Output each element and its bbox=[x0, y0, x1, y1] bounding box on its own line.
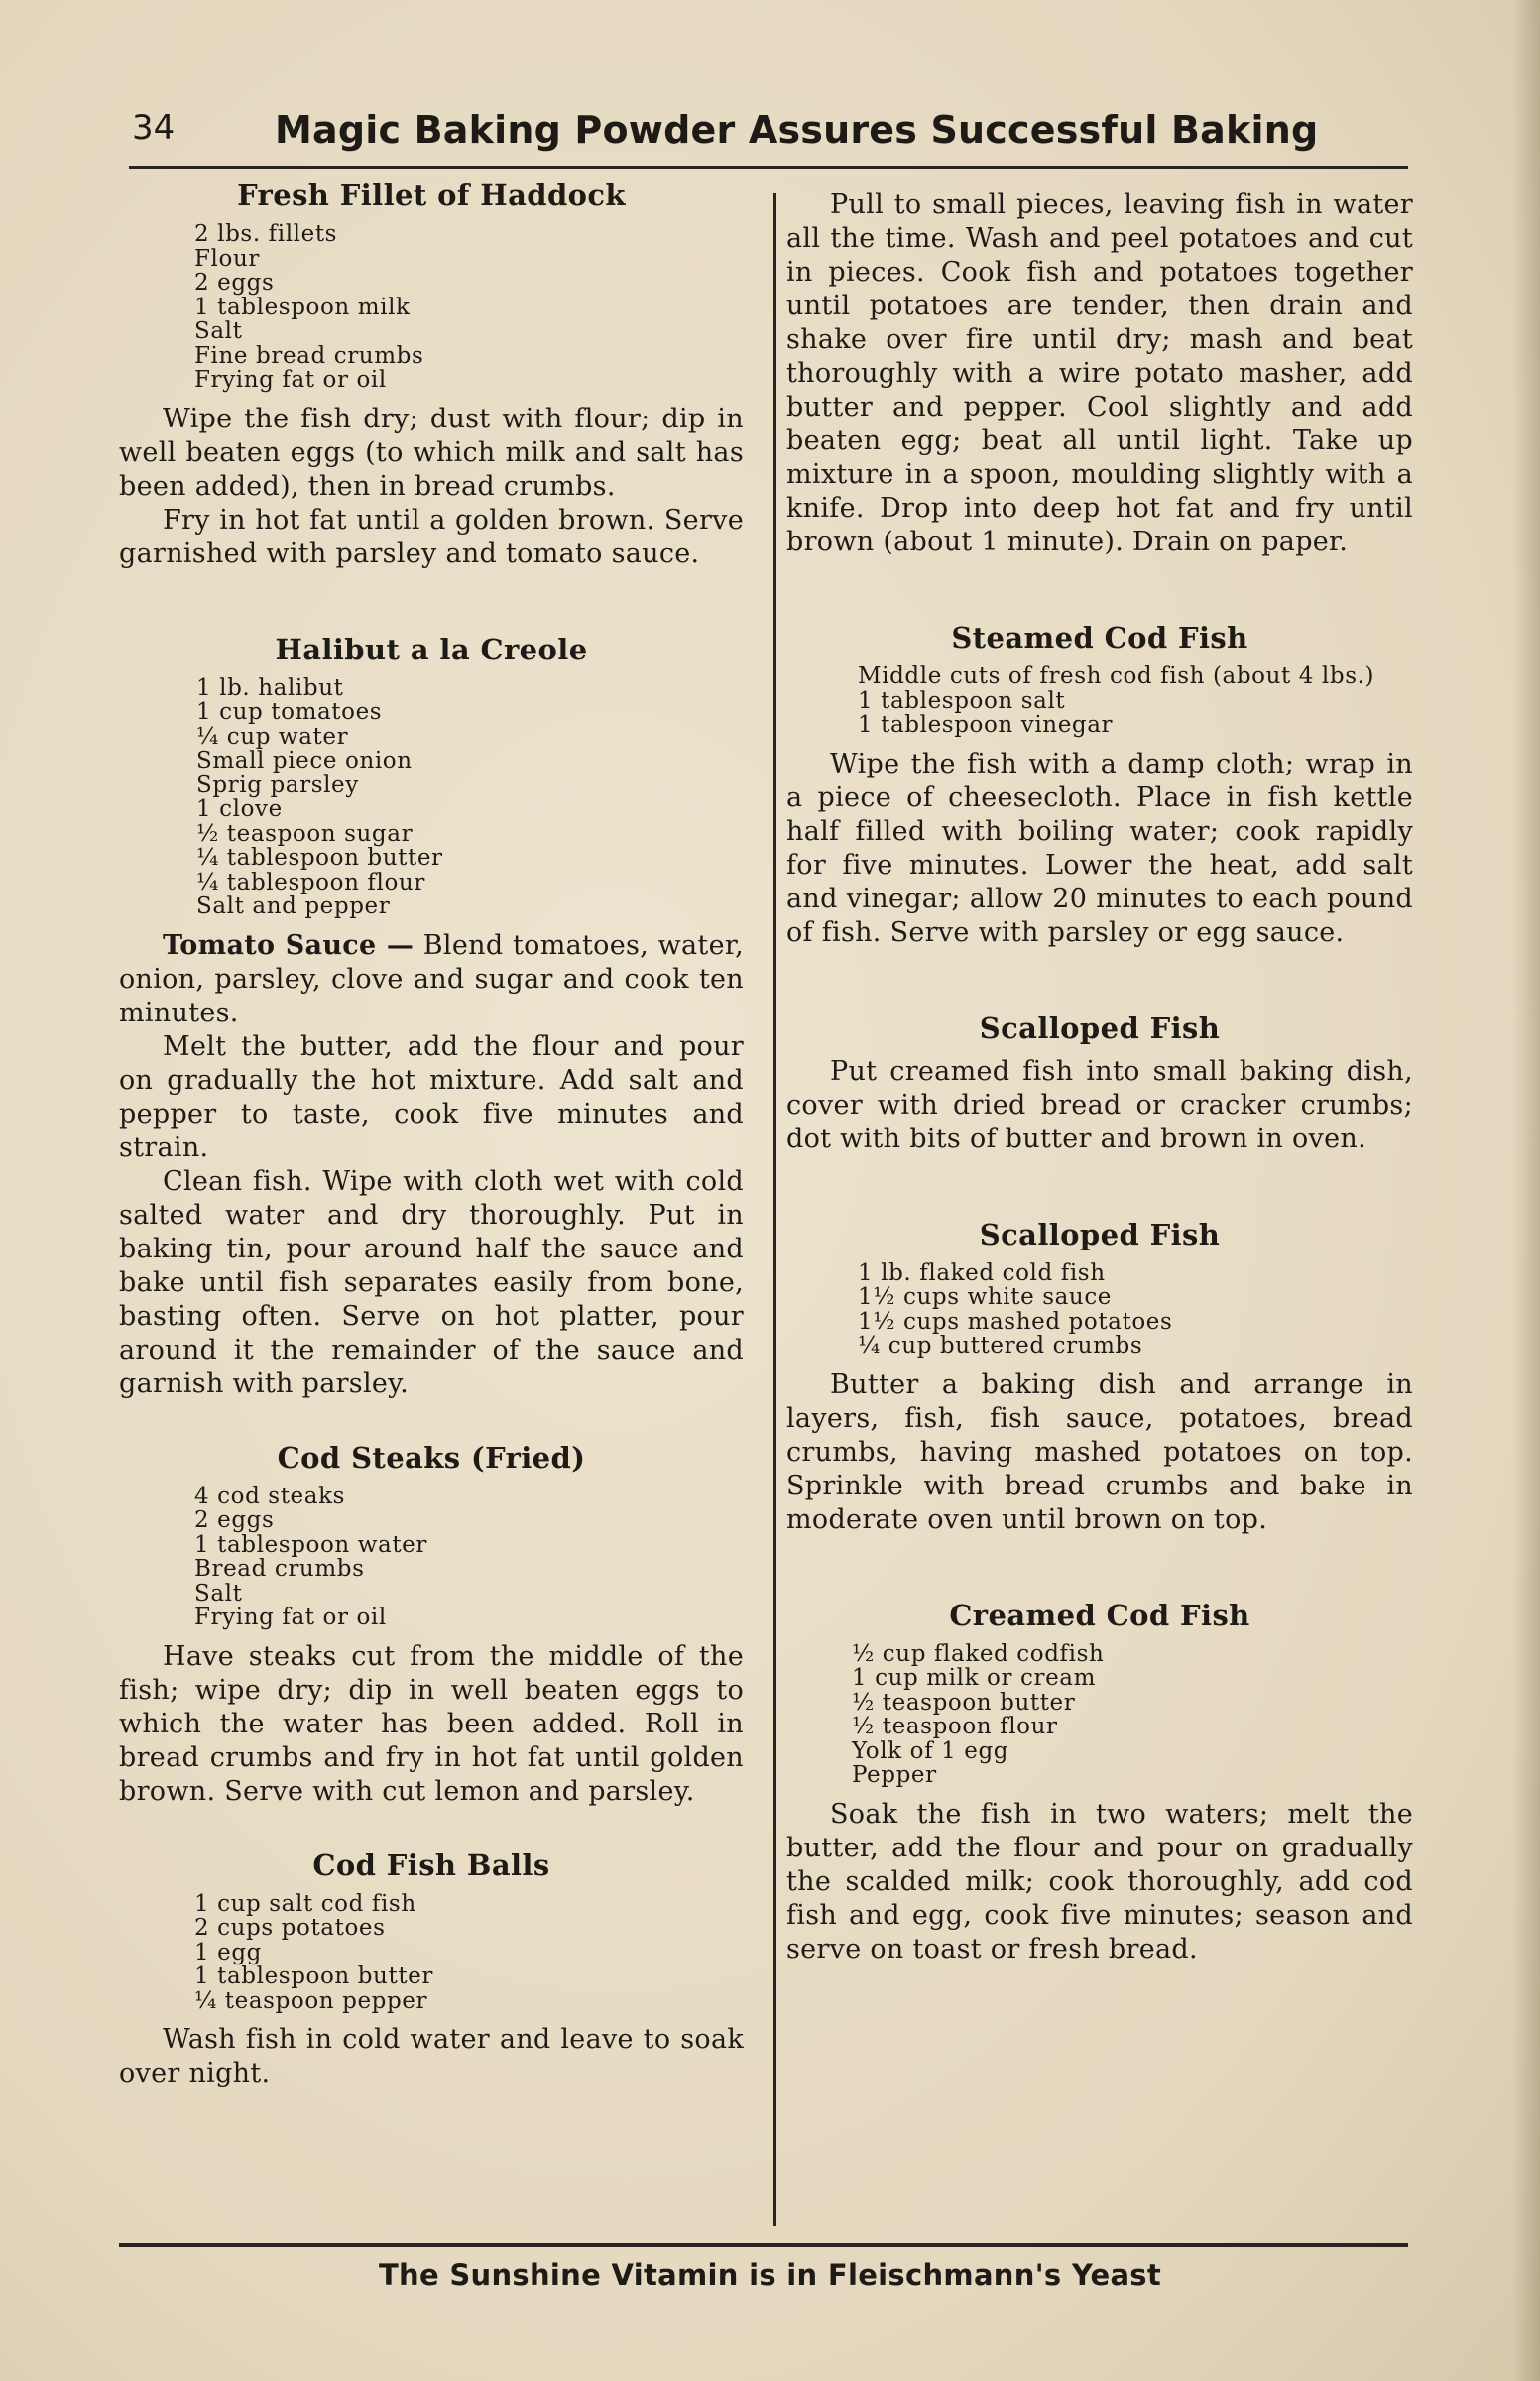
ingredient: Flour bbox=[194, 245, 260, 272]
ingredient: 4 cod steaks bbox=[194, 1483, 346, 1509]
recipe-title: Fresh Fillet of Haddock bbox=[237, 179, 626, 212]
footer-rule bbox=[119, 2243, 1408, 2247]
ingredient: 1 tablespoon water bbox=[194, 1531, 427, 1558]
recipe-creamed-cod-fish bbox=[786, 1599, 1413, 1966]
recipe-paragraph: Clean fish. Wipe with cloth wet with cold salted water and dry thoroughly. Put in baking tin, pour around half the sauce and bake until fish separates easily from bone, basting often. Serve on hot platter, pour around it the remainder of the sauce and garnish with parsley. bbox=[119, 1165, 744, 1399]
ingredient-list bbox=[786, 664, 1413, 738]
ingredient: Salt and pepper bbox=[196, 893, 391, 919]
page-number: 34 bbox=[132, 108, 176, 148]
ingredient: ¼ teaspoon pepper bbox=[194, 1987, 428, 2014]
page-footer: The Sunshine Vitamin is in Fleischmann's Yeast bbox=[378, 2258, 1162, 2292]
ingredient: 1½ cups white sauce bbox=[858, 1284, 1113, 1310]
ingredient: Small piece onion bbox=[196, 748, 413, 774]
recipe-title: Scalloped Fish bbox=[979, 1217, 1221, 1251]
ingredient-list bbox=[786, 1642, 1413, 1788]
tomato-sauce-paragraph bbox=[119, 929, 744, 1030]
recipe-paragraph: Wash fish in cold water and leave to soak over night. bbox=[119, 2024, 744, 2088]
recipe-title: Creamed Cod Fish bbox=[949, 1598, 1250, 1632]
ingredient: Yolk of 1 egg bbox=[852, 1737, 1009, 1764]
ingredient: Fine bread crumbs bbox=[194, 342, 424, 369]
recipe-title: Halibut a la Creole bbox=[275, 632, 588, 666]
ingredient: ¼ tablespoon flour bbox=[196, 869, 425, 895]
recipe-steamed-cod-fish bbox=[786, 621, 1413, 950]
ingredient: Frying fat or oil bbox=[194, 367, 387, 393]
recipe-title: Steamed Cod Fish bbox=[951, 621, 1248, 655]
right-column bbox=[786, 188, 1413, 1966]
page-header-title: Magic Baking Powder Assures Successful Baking bbox=[275, 108, 1319, 152]
ingredient: Frying fat or oil bbox=[194, 1605, 387, 1630]
ingredient: 1 cup tomatoes bbox=[196, 699, 383, 725]
ingredient-list bbox=[119, 222, 744, 393]
recipe-paragraph: Fry in hot fat until a golden brown. Serve garnished with parsley and tomato sauce. bbox=[119, 504, 744, 569]
ingredient: ¼ cup water bbox=[196, 723, 349, 750]
ingredient: 2 eggs bbox=[194, 1507, 275, 1533]
ingredient: 1½ cups mashed potatoes bbox=[858, 1308, 1173, 1335]
recipe-halibut-a-la-creole bbox=[119, 633, 744, 1401]
ingredient-list bbox=[786, 1261, 1413, 1359]
recipe-paragraph: Wipe the fish with a damp cloth; wrap in a piece of cheesecloth. Place in fish kettle half filled with boiling water; cook rapidly for five minutes. Lower the heat, add salt and vinegar; allow 20 minutes to each pound of fish. Serve with parsley or egg sauce. bbox=[786, 748, 1413, 948]
recipe-scalloped-fish-2 bbox=[786, 1218, 1413, 1537]
column-divider bbox=[773, 193, 776, 2226]
ingredient: 1 tablespoon vinegar bbox=[858, 712, 1114, 738]
ingredient: 2 eggs bbox=[194, 270, 275, 296]
recipe-title: Cod Steaks (Fried) bbox=[277, 1440, 586, 1475]
ingredient: ¼ cup buttered crumbs bbox=[858, 1333, 1143, 1359]
tomato-sauce-lead: Tomato Sauce — bbox=[163, 929, 415, 961]
ingredient: Salt bbox=[194, 318, 243, 344]
ingredient-list bbox=[119, 676, 744, 919]
recipe-paragraph: Melt the butter, add the flour and pour on gradually the hot mixture. Add salt and pepper to taste, cook five minutes and strain. bbox=[119, 1030, 744, 1163]
ingredient: 1 clove bbox=[196, 796, 283, 822]
recipe-scalloped-fish-1 bbox=[786, 1012, 1413, 1156]
recipe-title: Scalloped Fish bbox=[979, 1011, 1221, 1045]
recipe-cod-steaks-fried bbox=[119, 1441, 744, 1809]
ingredient: 1 lb. flaked cold fish bbox=[858, 1259, 1106, 1286]
recipe-paragraph: Soak the fish in two waters; melt the butter, add the flour and pour on gradually the scalded milk; cook thoroughly, add cod fish and egg, cook five minutes; season and serve on toast or fresh bread. bbox=[786, 1798, 1413, 1964]
recipe-paragraph: Pull to small pieces, leaving fish in water all the time. Wash and peel potatoes and cut in pieces. Cook fish and potatoes together until potatoes are tender, then drain and shake over fire until dry; mash and beat thoroughly with a wire potato masher, add butter and pepper. Cool slightly and add beaten egg; beat all until light. Take up mixture in a spoon, moulding slightly with a knife. Drop into deep hot fat and fry until brown (about 1 minute). Drain on paper. bbox=[786, 189, 1413, 557]
ingredient: ¼ tablespoon butter bbox=[196, 845, 443, 871]
recipe-paragraph: Wipe the fish dry; dust with flour; dip in well beaten eggs (to which milk and salt has been added), then in bread crumbs. bbox=[119, 403, 744, 502]
page-header bbox=[129, 102, 1408, 169]
ingredient: ½ teaspoon butter bbox=[852, 1689, 1076, 1716]
tomato-sauce-text: Blend tomatoes, water, onion, parsley, clove and sugar and cook ten minutes. bbox=[119, 929, 744, 1028]
recipe-paragraph: Butter a baking dish and arrange in layers, fish, fish sauce, potatoes, bread crumbs, having mashed potatoes on top. Sprinkle with bread crumbs and bake in moderate oven until brown on top. bbox=[786, 1369, 1413, 1535]
ingredient: 1 lb. halibut bbox=[196, 674, 344, 701]
ingredient-list bbox=[119, 1892, 744, 2014]
recipe-paragraph: Put creamed fish into small baking dish, cover with dried bread or cracker crumbs; dot with bits of butter and brown in oven. bbox=[786, 1055, 1413, 1154]
recipe-cod-fish-balls-continued bbox=[786, 188, 1413, 559]
ingredient: ½ teaspoon flour bbox=[852, 1714, 1058, 1739]
ingredient: 1 cup milk or cream bbox=[852, 1665, 1097, 1691]
ingredient: 2 lbs. fillets bbox=[194, 221, 338, 247]
recipe-title: Cod Fish Balls bbox=[312, 1847, 550, 1882]
ingredient: 1 tablespoon salt bbox=[858, 687, 1066, 714]
ingredient: Salt bbox=[194, 1580, 243, 1607]
ingredient-list bbox=[119, 1485, 744, 1630]
recipe-paragraph: Have steaks cut from the middle of the fish; wipe dry; dip in well beaten eggs to which the water has been added. Roll in bread crumbs and fry in hot fat until golden brown. Serve with cut lemon and parsley. bbox=[119, 1640, 744, 1807]
ingredient: 2 cups potatoes bbox=[194, 1915, 386, 1941]
recipe-cod-fish-balls bbox=[119, 1848, 744, 2091]
ingredient: 1 tablespoon butter bbox=[194, 1964, 433, 1989]
ingredient: Bread crumbs bbox=[194, 1556, 365, 1582]
ingredient: 1 egg bbox=[194, 1939, 263, 1965]
ingredient: Pepper bbox=[852, 1762, 937, 1788]
ingredient: 1 cup salt cod fish bbox=[194, 1890, 416, 1917]
ingredient: Middle cuts of fresh cod fish (about 4 lbs.) bbox=[858, 663, 1375, 689]
recipe-fresh-fillet-of-haddock bbox=[119, 179, 744, 571]
ingredient: 1 tablespoon milk bbox=[194, 294, 411, 320]
ingredient: Sprig parsley bbox=[196, 772, 359, 798]
ingredient: ½ teaspoon sugar bbox=[196, 820, 414, 847]
ingredient: ½ cup flaked codfish bbox=[852, 1640, 1105, 1667]
left-column bbox=[119, 179, 744, 2090]
